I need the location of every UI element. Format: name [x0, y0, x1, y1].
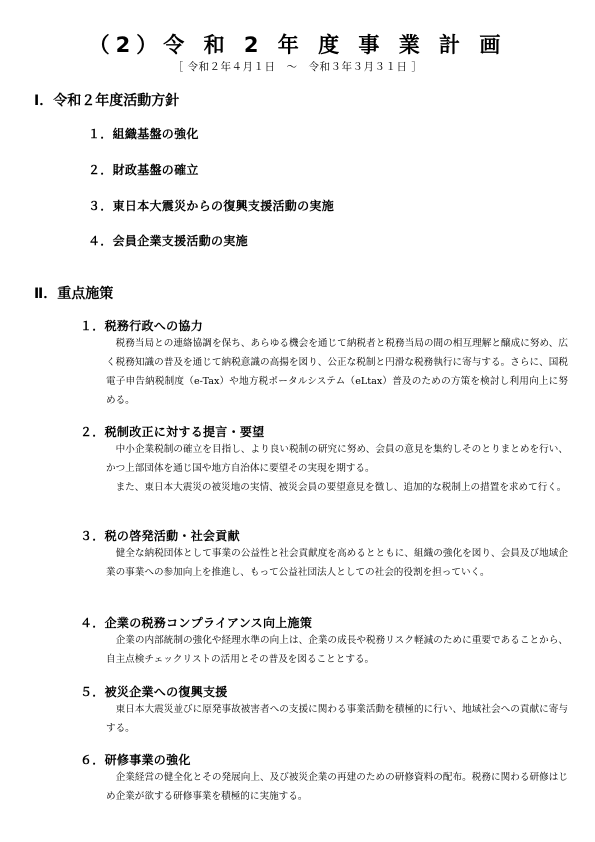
measure-paragraph: また、東日本大震災の被災地の実情、被災会員の要望意見を徴し、追加的な税制上の措置を求めて行く。	[115, 482, 567, 493]
measure-title: ５．被災企業への復興支援	[80, 685, 228, 699]
measure-paragraph: 企業の内部統制の強化や経理水準の向上は、企業の成長や税務リスク軽減のために重要であることから、自主点検チェックリストの活用とその普及を図ることとする。	[106, 635, 568, 665]
section-heading-measures: Ⅱ．重点施策	[34, 286, 114, 302]
measure-title: １．税務行政への協力	[80, 319, 204, 333]
measure-title: ６．研修事業の強化	[80, 753, 191, 767]
policy-item: ３．東日本大震災からの復興支援活動の実施	[88, 199, 335, 213]
measure-paragraph: 東日本大震災並びに原発事故被害者への支援に関わる事業活動を積極的に行い、地域社会への貢献に寄与する。	[106, 704, 568, 734]
measure-item	[70, 752, 570, 806]
measure-paragraph: 企業経営の健全化とその発展向上、及び被災企業の再建のための研修資料の配布。税務に関わる研修はじめ企業が欲する研修事業を積極的に実施する。	[106, 772, 568, 802]
measure-title: ２．税制改正に対する提言・要望	[80, 425, 265, 439]
measure-paragraph: 健全な納税団体として事業の公益性と社会貢献度を高めるとともに、組織の強化を図り、会員及び地域企業の事業への参加向上を推進し、もって公益社団法人としての社会的役割を担っていく。	[106, 548, 568, 578]
measure-title: ３．税の啓発活動・社会貢献	[80, 529, 240, 543]
measure-item	[70, 615, 570, 669]
measure-paragraph: 中小企業税制の確立を目指し、より良い税制の研究に努め、会員の意見を集約しそのとりまとめを行い、かつ上部団体を通じ国や地方自治体に要望その実現を期する。	[106, 444, 568, 474]
page-title: （2）令 和 2 年 度 事 業 計 画	[88, 33, 507, 57]
measure-title: ４．企業の税務コンプライアンス向上施策	[80, 616, 313, 630]
measure-item	[70, 424, 570, 497]
measure-item	[70, 684, 570, 738]
policy-item: １．組織基盤の強化	[88, 127, 199, 141]
measure-paragraph: 税務当局との連絡協調を保ち、あらゆる機会を通じて納税者と税務当局の間の相互理解と醸成に努め、広く税務知識の普及を通じて納税意識の高揚を図り、公正な税制と円滑な税務執行に寄与する。さらに、国税電子申告納税制度（e-Tax）や地方税ポータルシステム（eLtax）普及のための方策を検討し利用向上に努める。	[106, 338, 568, 406]
policy-item: ２．財政基盤の確立	[88, 163, 199, 177]
policy-item: ４．会員企業支援活動の実施	[88, 234, 248, 248]
measure-item	[70, 528, 570, 582]
section-heading-policy: Ⅰ．令和２年度活動方針	[34, 93, 180, 109]
measure-item	[70, 318, 570, 410]
fiscal-period: ［ 令和２年４月１日 ～ 令和３年３月３１日 ］	[172, 61, 423, 73]
